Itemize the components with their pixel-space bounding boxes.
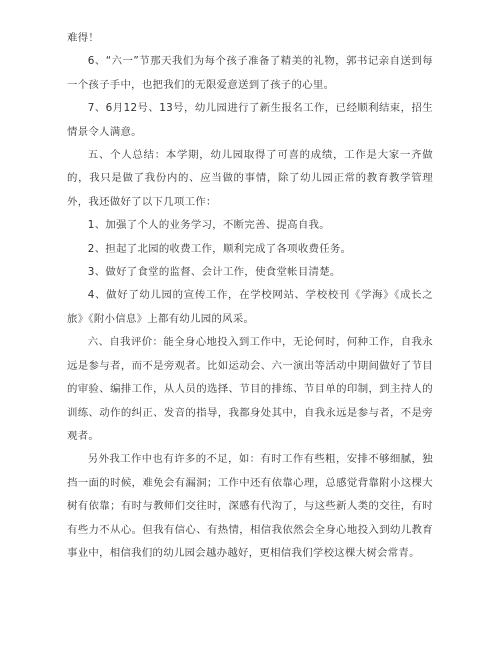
paragraph-list-item-4: 4、做好了幼儿园的宣传工作，在学校网站、学校校刊《学海》《成长之旅》《附小信息》上都有幼儿园的风采。 xyxy=(67,289,433,325)
paragraph-item-7: 7、6月12号、13号，幼儿园进行了新生报名工作，已经顺利结束，招生情景令人满意。 xyxy=(67,102,433,138)
paragraph-shortcomings: 另外我工作中也有许多的不足，如：有时工作有些粗，安排不够细腻，独挡一面的时候，难免会有漏洞；工作中还有依靠心理，总感觉背靠附小这棵大树有依靠；有时与教师们交往时，深感有代沟了，与这些新人类的交往，有时有些力不从心。但我有信心、有热情，相信我依然会全身心地投入到幼儿教育事业中，相信我们的幼儿园会越办越好，更相信我们学校这棵大树会常青。 xyxy=(67,453,433,559)
paragraph-continuation: 难得！ xyxy=(67,32,100,44)
paragraph-personal-summary: 五、个人总结：本学期，幼儿园取得了可喜的成绩，工作是大家一齐做的，我只是做了我份内的、应当做的事情，除了幼儿园正常的教育教学管理外，我还做好了以下几项工作： xyxy=(67,149,433,208)
paragraph-item-6: 6、“六一”节那天我们为每个孩子准备了精美的礼物，郭书记亲自送到每一个孩子手中，也把我们的无限爱意送到了孩子的心里。 xyxy=(67,55,433,91)
paragraph-self-evaluation: 六、自我评价：能全身心地投入到工作中，无论何时，何种工作，自我永远是参与者，而不是旁观者。比如运动会、六一演出等活动中期间做好了节目的审验、编排工作，从人员的选择、节目的排练、节目单的印制，到主持人的训练、动作的纠正、发音的指导，我都身处其中，自我永远是参与者，不是旁观者。 xyxy=(67,336,433,442)
paragraph-list-item-1: 1、加强了个人的业务学习，不断完善、提高自我。 xyxy=(87,219,330,232)
document-body xyxy=(67,27,433,565)
paragraph-list-item-3: 3、做好了食堂的监督、会计工作，使食堂帐目清楚。 xyxy=(87,266,341,279)
paragraph-list-item-2: 2、担起了北园的收费工作，顺利完成了各项收费任务。 xyxy=(87,242,352,255)
